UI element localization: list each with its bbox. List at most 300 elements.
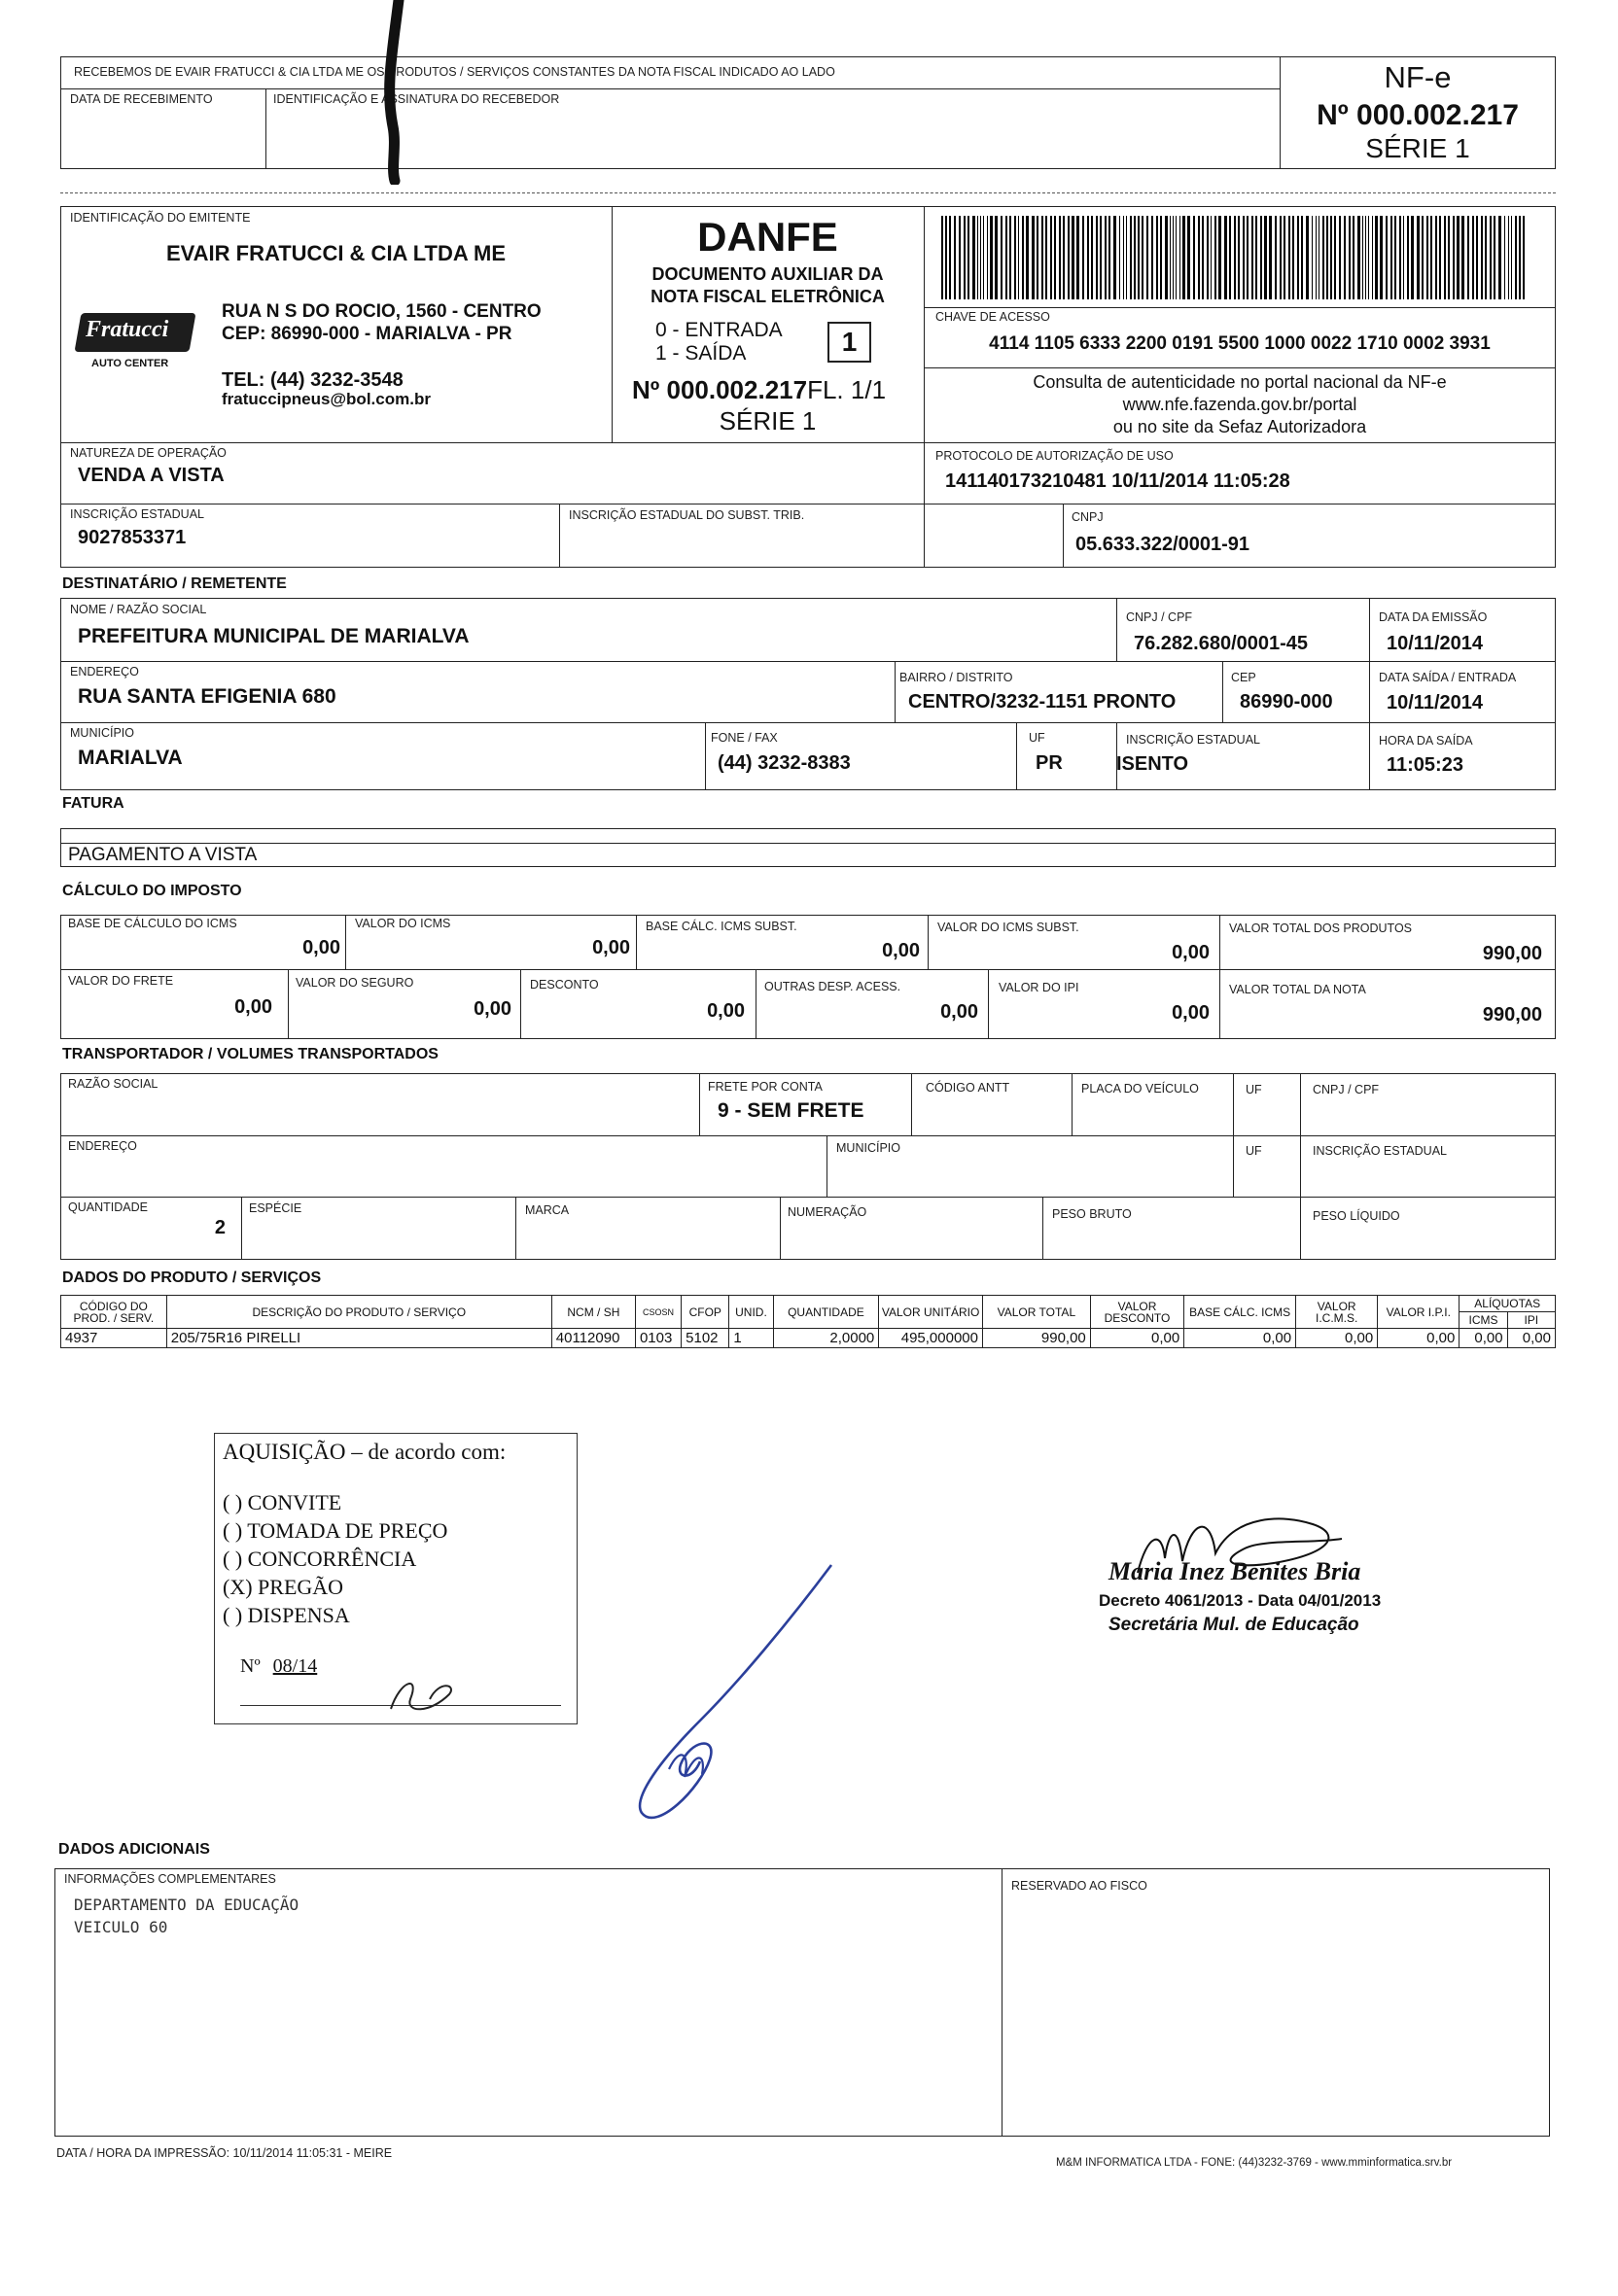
print-date: DATA / HORA DA IMPRESSÃO: 10/11/2014 11:05:31 - MEIRE <box>56 2146 393 2160</box>
barcode-bar <box>1368 216 1369 299</box>
volume-qty-label: QUANTIDADE <box>68 1200 148 1214</box>
icms-st-value: 0,00 <box>1172 942 1210 963</box>
barcode-bar <box>1467 216 1469 299</box>
col-desc: DESCRIÇÃO DO PRODUTO / SERVIÇO <box>166 1296 551 1329</box>
col-total: VALOR TOTAL <box>982 1296 1090 1329</box>
barcode-bar <box>1072 216 1074 299</box>
freight-by-value: 9 - SEM FRETE <box>718 1099 864 1122</box>
barcode-bar <box>1453 216 1455 299</box>
barcode-bar <box>1138 216 1140 299</box>
barcode-bar <box>1269 216 1272 299</box>
danfe-number-value: Nº 000.002.217 <box>632 375 808 404</box>
issuer-logo-sub: AUTO CENTER <box>91 358 169 369</box>
barcode-bar <box>1179 216 1180 299</box>
district-value: CENTRO/3232-1151 PRONTO <box>908 691 1177 713</box>
barcode-bar <box>1146 216 1148 299</box>
barcode-bar <box>1054 216 1056 299</box>
icms-label: VALOR DO ICMS <box>355 917 451 930</box>
barcode-bar <box>1334 216 1336 299</box>
col-cfop: CFOP <box>682 1296 729 1329</box>
insurance-label: VALOR DO SEGURO <box>296 976 414 990</box>
total-note-value: 990,00 <box>1482 1004 1542 1026</box>
consult-line-1: Consulta de autenticidade no portal nacional da NF-e <box>1033 372 1447 392</box>
col-qty: QUANTIDADE <box>773 1296 879 1329</box>
carrier-uf2-label: UF <box>1246 1144 1262 1158</box>
products-table <box>60 1295 1556 1348</box>
barcode-bar <box>1255 216 1257 299</box>
barcode-bar <box>1050 216 1052 299</box>
exit-time: 11:05:23 <box>1387 754 1463 776</box>
barcode-bar <box>1176 216 1177 299</box>
barcode-bar <box>1260 216 1262 299</box>
barcode-bar <box>949 216 951 299</box>
barcode-bar <box>983 216 984 299</box>
additional-info-label: INFORMAÇÕES COMPLEMENTARES <box>64 1872 276 1886</box>
total-products-value: 990,00 <box>1482 943 1542 964</box>
exit-date-label: DATA SAÍDA / ENTRADA <box>1379 671 1517 684</box>
barcode-bar <box>1339 216 1341 299</box>
nfe-label: NF-e <box>1384 60 1452 94</box>
issuer-address-2: CEP: 86990-000 - MARIALVA - PR <box>222 324 512 344</box>
barcode-bar <box>1476 216 1478 299</box>
barcode-bar <box>1284 216 1285 299</box>
ie-label: INSCRIÇÃO ESTADUAL <box>70 507 204 521</box>
barcode-bar <box>1247 216 1249 299</box>
col-icms: VALOR I.C.M.S. <box>1296 1296 1378 1329</box>
barcode-bar <box>1394 216 1396 299</box>
barcode-bar <box>972 216 975 299</box>
barcode-bar <box>995 216 998 299</box>
total-products-label: VALOR TOTAL DOS PRODUTOS <box>1229 922 1413 935</box>
barcode-bar <box>954 216 956 299</box>
barcode-bar <box>1386 216 1388 299</box>
nature-value: VENDA A VISTA <box>78 465 225 486</box>
barcode-bar <box>1403 216 1404 299</box>
col-ipi: VALOR I.P.I. <box>1378 1296 1460 1329</box>
barcode-bar <box>1288 216 1290 299</box>
invoice-text: PAGAMENTO A VISTA <box>68 845 258 865</box>
issuer-cnpj-label: CNPJ <box>1072 510 1104 524</box>
barcode-bar <box>959 216 961 299</box>
barcode-bar <box>1113 216 1116 299</box>
acquisition-options <box>223 1488 447 1629</box>
barcode-bar <box>1009 216 1011 299</box>
acquisition-number <box>240 1655 317 1678</box>
cep-label: CEP <box>1231 671 1256 684</box>
barcode-bar <box>980 216 981 299</box>
barcode-bar <box>1202 216 1204 299</box>
barcode-bar <box>1207 216 1209 299</box>
issuer-email: fratuccipneus@bol.com.br <box>222 390 431 408</box>
barcode-bar <box>1130 216 1132 299</box>
row-ncm: 40112090 <box>551 1329 635 1348</box>
barcode-bar <box>1134 216 1136 299</box>
receipt-date-label: DATA DE RECEBIMENTO <box>70 92 213 106</box>
row-ipi: 0,00 <box>1378 1329 1460 1348</box>
barcode-bar <box>1238 216 1240 299</box>
nature-label: NATUREZA DE OPERAÇÃO <box>70 446 227 460</box>
carrier-cnpj-label: CNPJ / CPF <box>1313 1083 1380 1096</box>
total-note-label: VALOR TOTAL DA NOTA <box>1229 983 1366 996</box>
danfe-title: DANFE <box>697 214 838 260</box>
barcode-bar <box>941 216 943 299</box>
acquisition-title: AQUISIÇÃO – de acordo com: <box>223 1440 507 1464</box>
antt-label: CÓDIGO ANTT <box>926 1081 1010 1095</box>
option-tomada: ( ) TOMADA DE PREÇO <box>223 1518 448 1543</box>
danfe-type-box: 1 <box>827 322 871 363</box>
secretary-role: Secretária Mul. de Educação <box>1108 1615 1359 1635</box>
barcode-bar <box>1264 216 1267 299</box>
row-unit: 1 <box>729 1329 773 1348</box>
issuer-address-1: RUA N S DO ROCIO, 1560 - CENTRO <box>222 301 542 322</box>
recipient-section: DESTINATÁRIO / REMETENTE <box>62 575 287 592</box>
barcode-bar <box>1306 216 1309 299</box>
barcode-bar <box>1292 216 1294 299</box>
district-label: BAIRRO / DISTRITO <box>899 671 1013 684</box>
barcode-bar <box>1519 216 1521 299</box>
discount-label: DESCONTO <box>530 978 599 991</box>
receipt-text: RECEBEMOS DE EVAIR FRATUCCI & CIA LTDA ME OS PRODUTOS / SERVIÇOS CONSTANTES DA NOTA FISCAL INDICADO AO LADO <box>74 65 835 79</box>
barcode-bar <box>1091 216 1093 299</box>
recipient-ie: ISENTO <box>1116 753 1189 775</box>
col-discount: VALOR DESCONTO <box>1090 1296 1183 1329</box>
base-st-value: 0,00 <box>882 940 920 961</box>
discount-value: 0,00 <box>707 1000 745 1022</box>
invoice-box <box>60 828 1556 867</box>
carrier-name-label: RAZÃO SOCIAL <box>68 1077 158 1091</box>
row-desc: 205/75R16 PIRELLI <box>166 1329 551 1348</box>
barcode-bar <box>1407 216 1409 299</box>
barcode-bar <box>1026 216 1029 299</box>
additional-section: DADOS ADICIONAIS <box>58 1841 210 1858</box>
barcode-bar <box>1105 216 1107 299</box>
receipt-sign-label: IDENTIFICAÇÃO E ASSINATURA DO RECEBEDOR <box>273 92 560 106</box>
row-qty: 2,0000 <box>773 1329 879 1348</box>
barcode-bar <box>1151 216 1153 299</box>
barcode-bar <box>1218 216 1221 299</box>
barcode-bar <box>1399 216 1401 299</box>
barcode-bar <box>1229 216 1231 299</box>
barcode-bar <box>1472 216 1474 299</box>
barcode-bar <box>1316 216 1317 299</box>
issuer-cnpj-value: 05.633.322/0001-91 <box>1075 534 1250 555</box>
col-rate-ipi: IPI <box>1507 1312 1555 1329</box>
barcode-bar <box>977 216 978 299</box>
brand-label: MARCA <box>525 1203 570 1217</box>
barcode-bar <box>1100 216 1102 299</box>
row-base: 0,00 <box>1184 1329 1296 1348</box>
carrier-city-label: MUNICÍPIO <box>836 1141 900 1155</box>
barcode-bar <box>1490 216 1492 299</box>
acquisition-number-label: Nº <box>240 1655 261 1677</box>
danfe-subtitle-2: NOTA FISCAL ELETRÔNICA <box>651 287 885 306</box>
exit-date: 10/11/2014 <box>1387 692 1483 713</box>
carrier-uf-label: UF <box>1246 1083 1262 1096</box>
barcode-bar <box>1251 216 1253 299</box>
issuer-phone: TEL: (44) 3232-3548 <box>222 369 404 391</box>
city-label: MUNICÍPIO <box>70 726 134 740</box>
barcode-bar <box>1494 216 1495 299</box>
barcode-bar <box>1326 216 1328 299</box>
carrier-address-label: ENDEREÇO <box>68 1139 137 1153</box>
initials-signature <box>381 1670 469 1719</box>
barcode-bar <box>1022 216 1024 299</box>
emission-date: 10/11/2014 <box>1387 633 1483 654</box>
issuer-name: EVAIR FRATUCCI & CIA LTDA ME <box>165 241 507 265</box>
barcode-bar <box>1411 216 1414 299</box>
col-code: CÓDIGO DO PROD. / SERV. <box>61 1296 167 1329</box>
row-cfop: 5102 <box>682 1329 729 1348</box>
additional-info-line-1: DEPARTAMENTO DA EDUCAÇÃO <box>74 1896 299 1914</box>
uf-value: PR <box>1036 752 1063 774</box>
barcode-bar <box>1444 216 1446 299</box>
net-weight-label: PESO LÍQUIDO <box>1313 1209 1400 1223</box>
option-convite: ( ) CONVITE <box>223 1490 342 1514</box>
barcode-bar <box>1430 216 1432 299</box>
barcode-bar <box>1224 216 1227 299</box>
plate-label: PLACA DO VEÍCULO <box>1081 1082 1199 1096</box>
row-discount: 0,00 <box>1090 1329 1183 1348</box>
base-st-label: BASE CÁLC. ICMS SUBST. <box>646 920 797 933</box>
barcode-bar <box>1422 216 1424 299</box>
barcode-bar <box>1123 216 1124 299</box>
issuer-logo-text: Fratucci <box>86 317 169 342</box>
ie-st-label: INSCRIÇÃO ESTADUAL DO SUBST. TRIB. <box>569 508 805 522</box>
barcode-bar <box>1170 216 1171 299</box>
base-icms-label: BASE DE CÁLCULO DO ICMS <box>68 917 237 930</box>
secretary-name: Maria Inez Benites Bria <box>1108 1557 1361 1585</box>
barcode-bar <box>1372 216 1373 299</box>
cut-line <box>60 192 1556 193</box>
barcode-bar <box>1193 216 1195 299</box>
freight-label: VALOR DO FRETE <box>68 974 174 988</box>
row-code: 4937 <box>61 1329 167 1348</box>
protocol-label: PROTOCOLO DE AUTORIZAÇÃO DE USO <box>935 449 1174 463</box>
barcode-bar <box>1365 216 1366 299</box>
fisco-label: RESERVADO AO FISCO <box>1011 1879 1147 1893</box>
uf-label: UF <box>1029 731 1045 745</box>
barcode-bar <box>1375 216 1378 299</box>
ipi-label: VALOR DO IPI <box>999 981 1079 994</box>
barcode-bar <box>1032 216 1035 299</box>
row-total: 990,00 <box>982 1329 1090 1348</box>
barcode-bar <box>1005 216 1007 299</box>
barcode-bar <box>1498 216 1501 299</box>
barcode-bar <box>1457 216 1460 299</box>
barcode-bar <box>1037 216 1038 299</box>
recipient-address-label: ENDEREÇO <box>70 665 139 678</box>
barcode-bar <box>1076 216 1079 299</box>
carrier-ie-label: INSCRIÇÃO ESTADUAL <box>1313 1144 1447 1158</box>
freight-value: 0,00 <box>234 996 272 1018</box>
col-rate-icms: ICMS <box>1460 1312 1507 1329</box>
issuer-section-label: IDENTIFICAÇÃO DO EMITENTE <box>70 211 251 225</box>
barcode-bar <box>1198 216 1200 299</box>
access-key: 4114 1105 6333 2200 0191 5500 1000 0022 1710 0002 3931 <box>989 333 1491 354</box>
table-row <box>61 1329 1556 1348</box>
row-unit-value: 495,000000 <box>879 1329 983 1348</box>
barcode-bar <box>1301 216 1303 299</box>
barcode-bar <box>1322 216 1324 299</box>
barcode-bar <box>1243 216 1245 299</box>
row-icms: 0,00 <box>1296 1329 1378 1348</box>
phone-value: (44) 3232-8383 <box>718 752 851 774</box>
col-rates: ALÍQUOTAS <box>1460 1296 1556 1312</box>
barcode-bar <box>1508 216 1509 299</box>
nfe-series: SÉRIE 1 <box>1365 133 1470 163</box>
invoice-section: FATURA <box>62 795 124 812</box>
barcode-bar <box>1156 216 1158 299</box>
row-rate-icms: 0,00 <box>1460 1329 1507 1348</box>
col-csosn: CSOSN <box>635 1296 681 1329</box>
barcode-bar <box>1001 216 1002 299</box>
barcode-bar <box>1417 216 1420 299</box>
barcode-bar <box>1485 216 1487 299</box>
products-section: DADOS DO PRODUTO / SERVIÇOS <box>62 1270 322 1286</box>
cep-value: 86990-000 <box>1240 691 1333 713</box>
barcode-bar <box>1357 216 1360 299</box>
col-unit-value: VALOR UNITÁRIO <box>879 1296 983 1329</box>
option-concorrencia: ( ) CONCORRÊNCIA <box>223 1547 417 1571</box>
row-csosn: 0103 <box>635 1329 681 1348</box>
barcode-bar <box>1362 216 1363 299</box>
volume-qty-value: 2 <box>214 1217 226 1238</box>
phone-label: FONE / FAX <box>711 731 778 745</box>
other-value: 0,00 <box>940 1001 978 1023</box>
software-credit: M&M INFORMATICA LTDA - FONE: (44)3232-3769 - www.mminformatica.srv.br <box>1056 2157 1453 2169</box>
barcode-bar <box>1214 216 1216 299</box>
barcode-bar <box>1014 216 1016 299</box>
barcode-bar <box>1504 216 1505 299</box>
barcode-bar <box>1344 216 1346 299</box>
col-ncm: NCM / SH <box>551 1296 635 1329</box>
barcode-bar <box>1119 216 1120 299</box>
barcode-bar <box>1426 216 1428 299</box>
barcode-bar <box>1068 216 1070 299</box>
access-key-barcode <box>941 216 1538 299</box>
city-value: MARIALVA <box>78 747 183 769</box>
barcode-bar <box>1234 216 1236 299</box>
barcode-bar <box>1018 216 1019 299</box>
barcode-bar <box>1448 216 1450 299</box>
icms-value: 0,00 <box>592 937 630 958</box>
species-label: ESPÉCIE <box>249 1201 302 1215</box>
exit-time-label: HORA DA SAÍDA <box>1379 734 1473 748</box>
barcode-bar <box>1045 216 1047 299</box>
barcode-bar <box>1187 216 1190 299</box>
recipient-name: PREFEITURA MUNICIPAL DE MARIALVA <box>78 625 470 647</box>
barcode-bar <box>1063 216 1065 299</box>
barcode-bar <box>1082 216 1084 299</box>
danfe-exit: 1 - SAÍDA <box>655 342 747 365</box>
danfe-subtitle-1: DOCUMENTO AUXILIAR DA <box>651 264 884 284</box>
col-unit: UNID. <box>729 1296 773 1329</box>
barcode-bar <box>1275 216 1277 299</box>
barcode-bar <box>1142 216 1143 299</box>
barcode-bar <box>1515 216 1517 299</box>
protocol-value: 141140173210481 10/11/2014 11:05:28 <box>945 470 1290 492</box>
issuer-logo <box>78 309 193 377</box>
barcode-bar <box>1380 216 1383 299</box>
recipient-cnpj-label: CNPJ / CPF <box>1126 610 1193 624</box>
barcode-bar <box>1160 216 1162 299</box>
base-icms-value: 0,00 <box>302 937 340 958</box>
barcode-bar <box>1435 216 1437 299</box>
barcode-bar <box>1439 216 1441 299</box>
recipient-cnpj: 76.282.680/0001-45 <box>1134 633 1309 654</box>
recipient-ie-label: INSCRIÇÃO ESTADUAL <box>1126 733 1260 747</box>
danfe-series: SÉRIE 1 <box>719 406 817 435</box>
row-rate-ipi: 0,00 <box>1507 1329 1555 1348</box>
insurance-value: 0,00 <box>474 998 511 1020</box>
gross-weight-label: PESO BRUTO <box>1052 1207 1132 1221</box>
icms-st-label: VALOR DO ICMS SUBST. <box>937 921 1079 934</box>
barcode-bar <box>1096 216 1098 299</box>
other-label: OUTRAS DESP. ACESS. <box>764 980 901 993</box>
access-key-label: CHAVE DE ACESSO <box>935 310 1050 324</box>
ie-value: 9027853371 <box>78 527 187 548</box>
barcode-bar <box>1173 216 1174 299</box>
consult-line-2: www.nfe.fazenda.gov.br/portal <box>1122 395 1357 414</box>
barcode-bar <box>1349 216 1351 299</box>
barcode-bar <box>964 216 966 299</box>
barcode-bar <box>1059 216 1061 299</box>
numbering-label: NUMERAÇÃO <box>788 1205 867 1219</box>
tax-section: CÁLCULO DO IMPOSTO <box>62 883 242 899</box>
additional-info-line-2: VEICULO 60 <box>74 1918 168 1936</box>
barcode-bar <box>1280 216 1282 299</box>
barcode-bar <box>1297 216 1299 299</box>
barcode-bar <box>1461 216 1464 299</box>
barcode-bar <box>1041 216 1043 299</box>
option-dispensa: ( ) DISPENSA <box>223 1603 350 1627</box>
barcode-bar <box>1312 216 1313 299</box>
acquisition-number-value: 08/14 <box>272 1655 318 1677</box>
recipient-address: RUA SANTA EFIGENIA 680 <box>78 685 336 708</box>
blue-signature <box>622 1555 836 1827</box>
barcode-bar <box>945 216 947 299</box>
barcode-bar <box>1390 216 1392 299</box>
recipient-name-label: NOME / RAZÃO SOCIAL <box>70 603 207 616</box>
barcode-bar <box>1182 216 1185 299</box>
barcode-bar <box>1165 216 1168 299</box>
barcode-bar <box>1481 216 1483 299</box>
ipi-value: 0,00 <box>1172 1002 1210 1024</box>
emission-date-label: DATA DA EMISSÃO <box>1379 610 1488 624</box>
barcode-bar <box>1511 216 1512 299</box>
barcode-bar <box>967 216 969 299</box>
barcode-bar <box>1087 216 1089 299</box>
freight-by-label: FRETE POR CONTA <box>708 1080 823 1094</box>
danfe-page: FL. 1/1 <box>807 375 887 404</box>
barcode-bar <box>1126 216 1127 299</box>
transport-section: TRANSPORTADOR / VOLUMES TRANSPORTADOS <box>62 1046 439 1062</box>
handwritten-mark <box>369 0 428 185</box>
barcode-bar <box>987 216 988 299</box>
option-pregao: (X) PREGÃO <box>223 1575 344 1599</box>
col-base: BASE CÁLC. ICMS <box>1184 1296 1296 1329</box>
barcode-bar <box>1330 216 1332 299</box>
barcode-bar <box>1108 216 1110 299</box>
nfe-number: Nº 000.002.217 <box>1317 99 1519 131</box>
barcode-bar <box>1523 216 1525 299</box>
barcode-bar <box>1353 216 1354 299</box>
secretary-decree: Decreto 4061/2013 - Data 04/01/2013 <box>1099 1591 1382 1610</box>
barcode-bar <box>1211 216 1212 299</box>
danfe-number <box>632 375 886 405</box>
danfe-entry: 0 - ENTRADA <box>655 319 783 341</box>
barcode-bar <box>990 216 993 299</box>
